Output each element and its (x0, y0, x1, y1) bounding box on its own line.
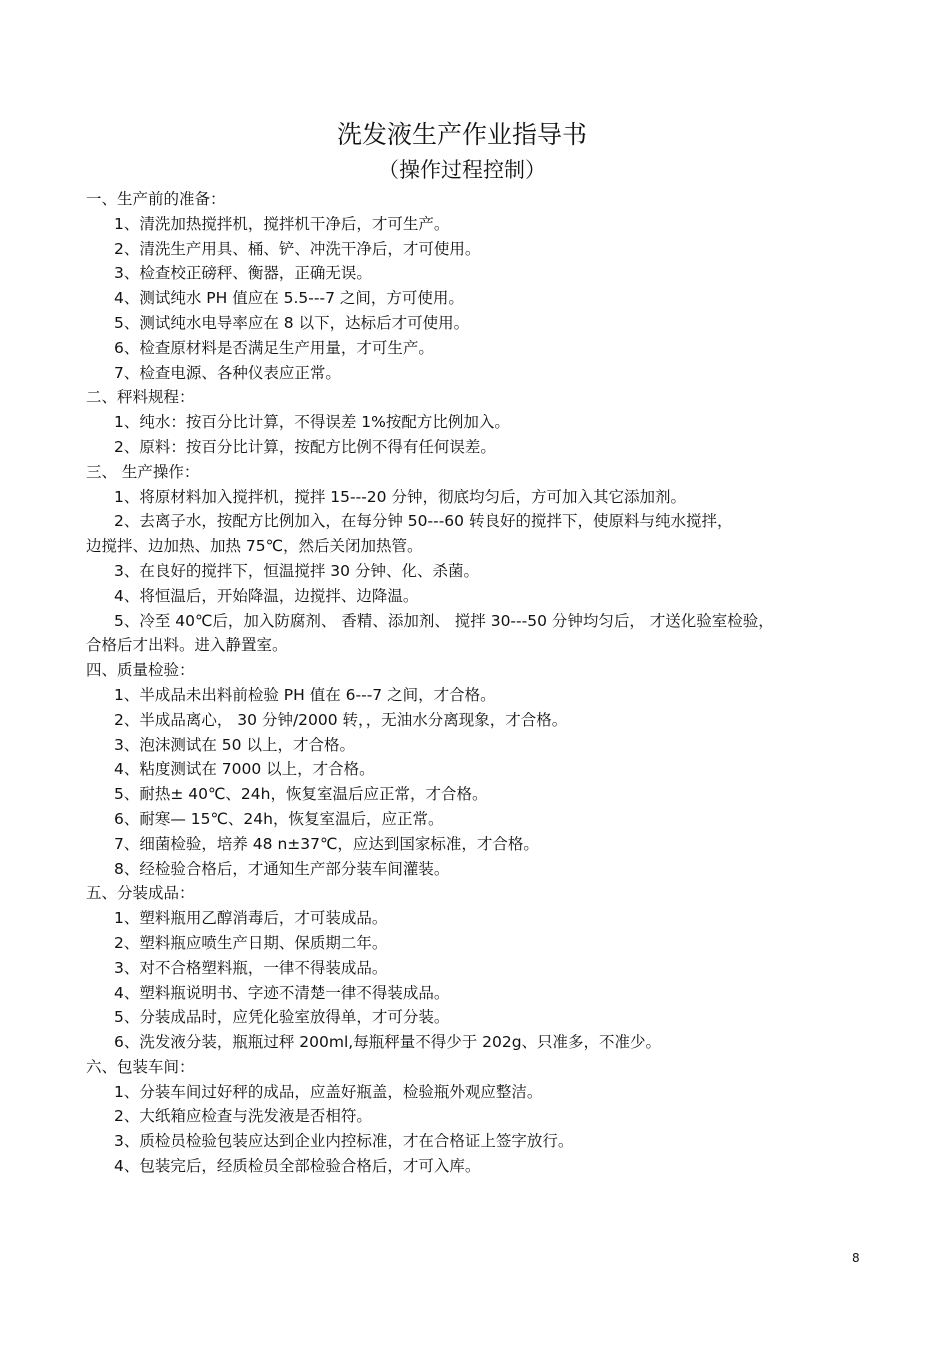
list-item: 1、塑料瓶用乙醇消毒后，才可装成品。 (114, 909, 388, 928)
list-item: 2、半成品离心， 30 分钟/2000 转，，无油水分离现象，才合格。 (114, 710, 568, 729)
list-item: 5、分装成品时，应凭化验室放得单，才可分装。 (114, 1008, 450, 1027)
list-item: 1、纯水：按百分比计算，不得误差 1%按配方比例加入。 (114, 413, 510, 432)
list-item: 8、经检验合格后，才通知生产部分装车间灌装。 (114, 859, 450, 878)
list-item: 4、将恒温后，开始降温，边搅拌、边降温。 (114, 586, 419, 605)
list-item: 7、细菌检验，培养 48 n±37℃，应达到国家标准，才合格。 (114, 834, 539, 853)
list-item: 1、将原材料加入搅拌机，搅拌 15---20 分钟，彻底均匀后，方可加入其它添加剂。 (114, 487, 686, 506)
list-item: 6、洗发液分装，瓶瓶过秤 200ml,每瓶秤量不得少于 202g、只准多，不准少。 (114, 1033, 662, 1052)
list-item: 5、冷至 40℃后，加入防腐剂、 香精、添加剂、 搅拌 30---50 分钟均匀后， 才送化验室检验， (114, 611, 774, 630)
list-item: 4、测试纯水 PH 值应在 5.5---7 之间，方可使用。 (114, 289, 464, 308)
document-title: 洗发液生产作业指导书 (336, 120, 587, 149)
list-item: 3、检查校正磅秤、衡器，正确无误。 (114, 264, 372, 283)
list-item: 3、在良好的搅拌下，恒温搅拌 30 分钟、化、杀菌。 (114, 561, 479, 580)
list-item: 3、对不合格塑料瓶，一律不得装成品。 (114, 958, 388, 977)
list-item: 4、包装完后，经质检员全部检验合格后，才可入库。 (114, 1157, 481, 1176)
list-item: 2、大纸箱应检查与洗发液是否相符。 (114, 1107, 372, 1126)
list-item: 1、半成品未出料前检验 PH 值在 6---7 之间，才合格。 (114, 685, 496, 704)
list-item-continuation: 合格后才出料。进入静置室。 (86, 636, 288, 655)
list-item-continuation: 边搅拌、边加热、加热 75℃，然后关闭加热管。 (86, 537, 423, 556)
list-item: 3、质检员检验包装应达到企业内控标准，才在合格证上签字放行。 (114, 1132, 574, 1151)
list-item: 5、耐热± 40℃、24h，恢复室温后应正常，才合格。 (114, 785, 488, 804)
document-subtitle: （操作过程控制） (378, 158, 546, 182)
section-heading-preparation: 一、生产前的准备： (86, 190, 226, 208)
list-item: 2、塑料瓶应喷生产日期、保质期二年。 (114, 933, 388, 952)
section-heading-weighing: 二、秤料规程： (86, 388, 195, 407)
list-item: 5、测试纯水电导率应在 8 以下，达标后才可使用。 (114, 313, 470, 332)
list-item: 2、清洗生产用具、桶、铲、冲洗干净后，才可使用。 (114, 239, 481, 258)
list-item: 2、去离子水，按配方比例加入，在每分钟 50---60 转良好的搅拌下，使原料与纯水搅拌， (114, 512, 733, 531)
list-item: 1、清洗加热搅拌机，搅拌机干净后，才可生产。 (114, 214, 450, 233)
list-item: 4、塑料瓶说明书、字迹不清楚一律不得装成品。 (114, 983, 450, 1002)
document-body (86, 187, 866, 1179)
list-item: 7、检查电源、各种仪表应正常。 (114, 363, 341, 382)
section-heading-packaging: 六、包装车间： (86, 1057, 195, 1076)
section-heading-filling: 五、分装成品： (86, 884, 195, 903)
list-item: 4、粘度测试在 7000 以上，才合格。 (114, 760, 375, 779)
list-item: 6、检查原材料是否满足生产用量，才可生产。 (114, 338, 434, 357)
section-heading-production: 三、 生产操作： (86, 462, 200, 481)
list-item: 6、耐寒— 15℃、24h，恢复室温后，应正常。 (114, 809, 444, 828)
section-heading-quality-inspection: 四、质量检验： (86, 661, 195, 680)
page-number: 8 (852, 1251, 860, 1265)
list-item: 2、原料：按百分比计算，按配方比例不得有任何误差。 (114, 437, 496, 456)
list-item: 3、泡沫测试在 50 以上，才合格。 (114, 735, 355, 754)
list-item: 1、分装车间过好秤的成品，应盖好瓶盖，检验瓶外观应整洁。 (114, 1082, 543, 1101)
